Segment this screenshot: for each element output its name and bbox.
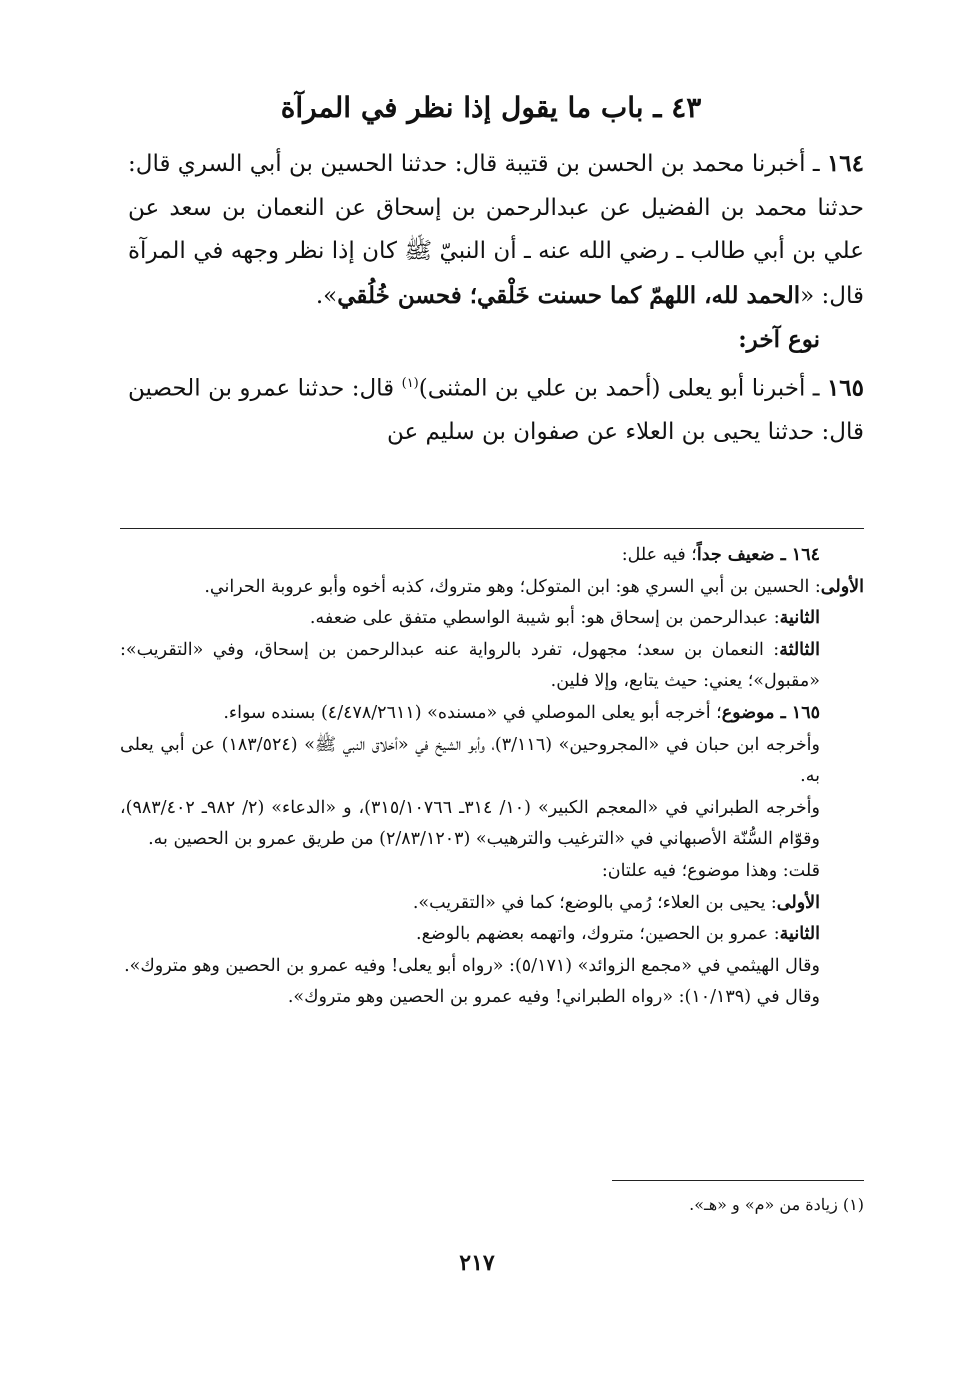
text-cause-1: : يحيى بن العلاء؛ رُمي بالوضع؛ كما في «التقريب». — [412, 892, 777, 913]
notes-divider — [120, 528, 864, 529]
hadith-164-quote: الحمد لله، اللهمّ كما حسنت خَلْقي؛ فحسن خُلُقي — [337, 281, 801, 309]
label-second: الثانية — [779, 608, 820, 629]
page-number: ٢١٧ — [459, 1250, 495, 1276]
hadith-165 — [128, 362, 864, 455]
note-165-para-5: وقال في (١٠/١٣٩): «رواه الطبراني! وفيه عمرو بن الحصين وهو متروك». — [287, 987, 820, 1008]
note-164-first — [120, 572, 864, 604]
hadith-165-text-b: قال: حدثنا عمرو بن الحصين قال: حدثنا يحيى بن العلاء عن صفوان بن سليم عن — [128, 375, 864, 445]
label-first: الأولى — [820, 576, 864, 597]
note-165-verdict: ١٦٥ ـ موضوع — [721, 702, 820, 723]
note-164-second — [120, 603, 864, 635]
main-text — [128, 142, 864, 454]
note-164-third — [120, 635, 864, 698]
commentary-notes — [120, 540, 864, 1014]
hadith-165-text-a: ـ أخبرنا أبو يعلى (أحمد بن علي بن المثنى) — [418, 375, 827, 402]
hadith-164-number: ١٦٤ — [826, 150, 864, 177]
note-165-para-4: وقال الهيثمي في «مجمع الزوائد» (٥/١٧١): «رواه أبو يعلى! وفيه عمرو بن الحصين وهو متروك». — [124, 955, 820, 976]
note-164-verdict: ١٦٤ ـ ضعيف جداً — [696, 545, 820, 565]
text-second: : عبدالرحمن بن إسحاق هو: أبو شيبة الواسطي متفق على ضعفه. — [309, 608, 780, 629]
chapter-title: ٤٣ ـ باب ما يقول إذا نظر في المرآة — [280, 91, 702, 124]
note-165-para-2: وأخرجه الطبراني في «المعجم الكبير» (١٠/ ٣١٤ـ ٣١٥/١٠٧٦٦)، و «الدعاء» (٢/ ٩٨٢ـ ٩٨٣/٤٠٢)، وقوّام السُّنّة الأصبهاني في «الترغيب والترهيب» (٢/٨٣/١٢٠٣) من طريق عمرو بن الحصين به. — [120, 797, 820, 850]
footnote-divider — [612, 1180, 864, 1181]
subheading-another-type: نوع آخر: — [738, 326, 820, 353]
hadith-164 — [128, 142, 864, 318]
note-165-cause-2 — [120, 919, 864, 951]
note-165-heading-rest: ؛ أخرجه أبو يعلى الموصلي في «مسنده» (٤/٤٧٨/٢٦١١) بسنده سواء. — [223, 702, 722, 723]
note-165-para-1: وأخرجه ابن حبان في «المجروحين» (٣/١١٦)، وأبو الشيخ في «أخلاق النبي ﷺ» (١٨٣/٥٢٤) عن أبي يعلى به. — [120, 734, 820, 787]
hadith-165-number: ١٦٥ — [826, 374, 864, 402]
note-165-cause-1 — [120, 888, 864, 920]
note-165-heading — [120, 698, 864, 730]
label-cause-1: الأولى — [776, 892, 820, 913]
label-third: الثالثة — [779, 639, 820, 660]
text-third: : النعمان بن سعد؛ مجهول، تفرد بالرواية عنه عبدالرحمن بن إسحاق، وفي «التقريب»: «مقبول»؛ يعني: حيث يتابع، وإلا فلين. — [120, 639, 820, 692]
text-cause-2: : عمرو بن الحصين؛ متروك، واتهمه بعضهم بالوضع. — [416, 924, 780, 945]
label-cause-2: الثانية — [779, 924, 820, 945]
footnote-reference: (١) — [401, 375, 419, 391]
text-first: : الحسين بن أبي السري هو: ابن المتوكل؛ وهو متروك، كذبه أخوه وأبو عروبة الحراني. — [204, 576, 821, 597]
note-164-heading — [120, 540, 864, 572]
footnote: (١) زيادة من «م» و «هـ». — [689, 1195, 864, 1214]
hadith-164-text: ـ أخبرنا محمد بن الحسن بن قتيبة قال: حدثنا الحسين بن أبي السري قال: حدثنا محمد بن الفضيل عن عبدالرحمن بن إسحاق عن النعمان بن سعد عن علي بن أبي طالب ـ رضي الله عنه ـ أن النبيّ ﷺ كان إذا نظر وجهه في المرآة قال: « — [128, 151, 864, 309]
note-165-para-3: قلت: وهذا موضوع؛ فيه علتان: — [601, 860, 820, 881]
note-164-heading-rest: ؛ فيه علل: — [621, 545, 697, 565]
hadith-164-end: ». — [315, 282, 338, 309]
